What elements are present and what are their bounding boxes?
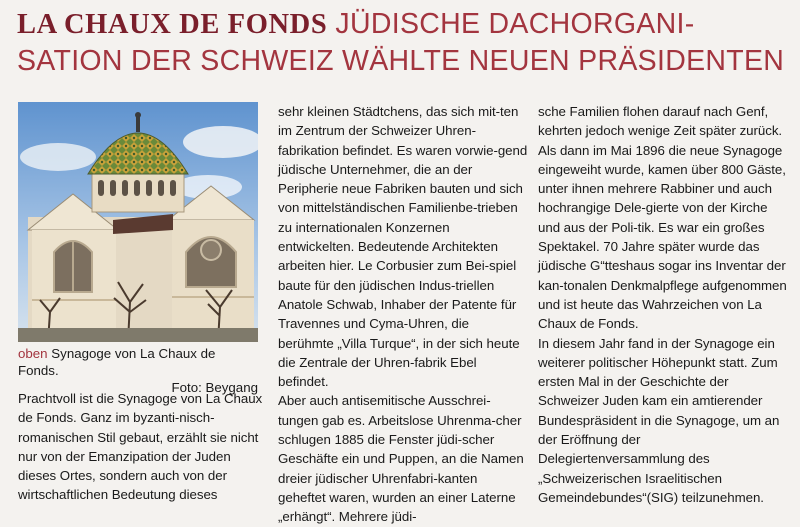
caption-tag: oben [18, 346, 48, 361]
synagogue-illustration [18, 102, 258, 342]
article-headline [17, 6, 792, 79]
caption-text: Synagoge von La Chaux de Fonds. [18, 346, 216, 378]
column-2-paragraph-1: sehr kleinen Städtchens, das sich mit-ten im Zentrum der Schweizer Uhren-fabrikation befindet. Es waren vorwie-gend jüdische Unternehmer, die an der Peripherie neue Fabriken bauten und sich von mittelständischen Familienbe-trieben zu internationalen Konzernen entwickelten. Bedeutende Architekten arbeiten hier. Le Corbusier zum Bei-spiel baute für den jüdischen Indus-triellen Anatole Schwab, Inhaber der Patente für Travennes und Cyma-Uhren, die berühmte „Villa Turque“, in der sich heute die Zentrale der Uhren-fabrik Ebel befindet. [278, 104, 528, 390]
synagogue-photo [18, 102, 258, 342]
article-column-1 [18, 389, 268, 505]
headline-location: LA CHAUX DE FONDS [17, 9, 328, 40]
article-column-3 [538, 102, 788, 507]
column-2-paragraph-2: Aber auch antisemitische Ausschrei-tungen gab es. Arbeitslose Uhrenma-cher schlugen 1885 die Fenster jüdi-scher Geschäfte ein und Puppen, an die Namen dreier jüdischer Uhrenfabri-kanten geheftet waren, wurden an einer Laterne „erhängt“. Mehrere jüdi- [278, 393, 524, 525]
photo-credit: Foto: Beygang [171, 380, 258, 395]
column-3-paragraph-2: In diesem Jahr fand in der Synagoge ein weiterer politischer Höhepunkt statt. Zum ersten Mal in der Geschichte der Schweizer Juden kam ein amtierender Bundespräsident in die Synagoge, um an der Eröffnung der Delegiertenversammlung des „Schweizerischen Israelitischen Gemeindebundes“(SIG) teilzunehmen. [538, 335, 780, 505]
column-1-paragraph: Prachtvoll ist die Synagoge von La Chaux de Fonds. Ganz im byzanti-nisch-romanischen Stil gebaut, erzählt sie nicht nur von der Emanzipation der Juden dieses Ortes, sondern auch von der wirtschaftlichen Bedeutung dieses [18, 391, 263, 503]
column-3-paragraph-1: sche Familien flohen darauf nach Genf, kehrten jedoch wenige Zeit später zurück. Als dann im Mai 1896 die neue Synagoge eingeweiht wurde, kamen über 800 Gäste, unter ihnen mehrere Rabbiner und auch hochrangige Dele-gierte von der Kirche und aus der Poli-tik. Es war ein großes Spektakel. 70 Jahre später wurde das jüdische G“tteshaus sogar ins Inventar der kan-tonalen Denkmalpflege aufgenommen und ist heute das Wahrzeichen von La Chaux de Fonds. [538, 104, 787, 332]
headline-title: JÜDISCHE DACHORGANI-SATION DER SCHWEIZ WÄHLTE NEUEN PRÄSIDENTEN [17, 8, 785, 77]
article-column-2 [278, 102, 528, 527]
